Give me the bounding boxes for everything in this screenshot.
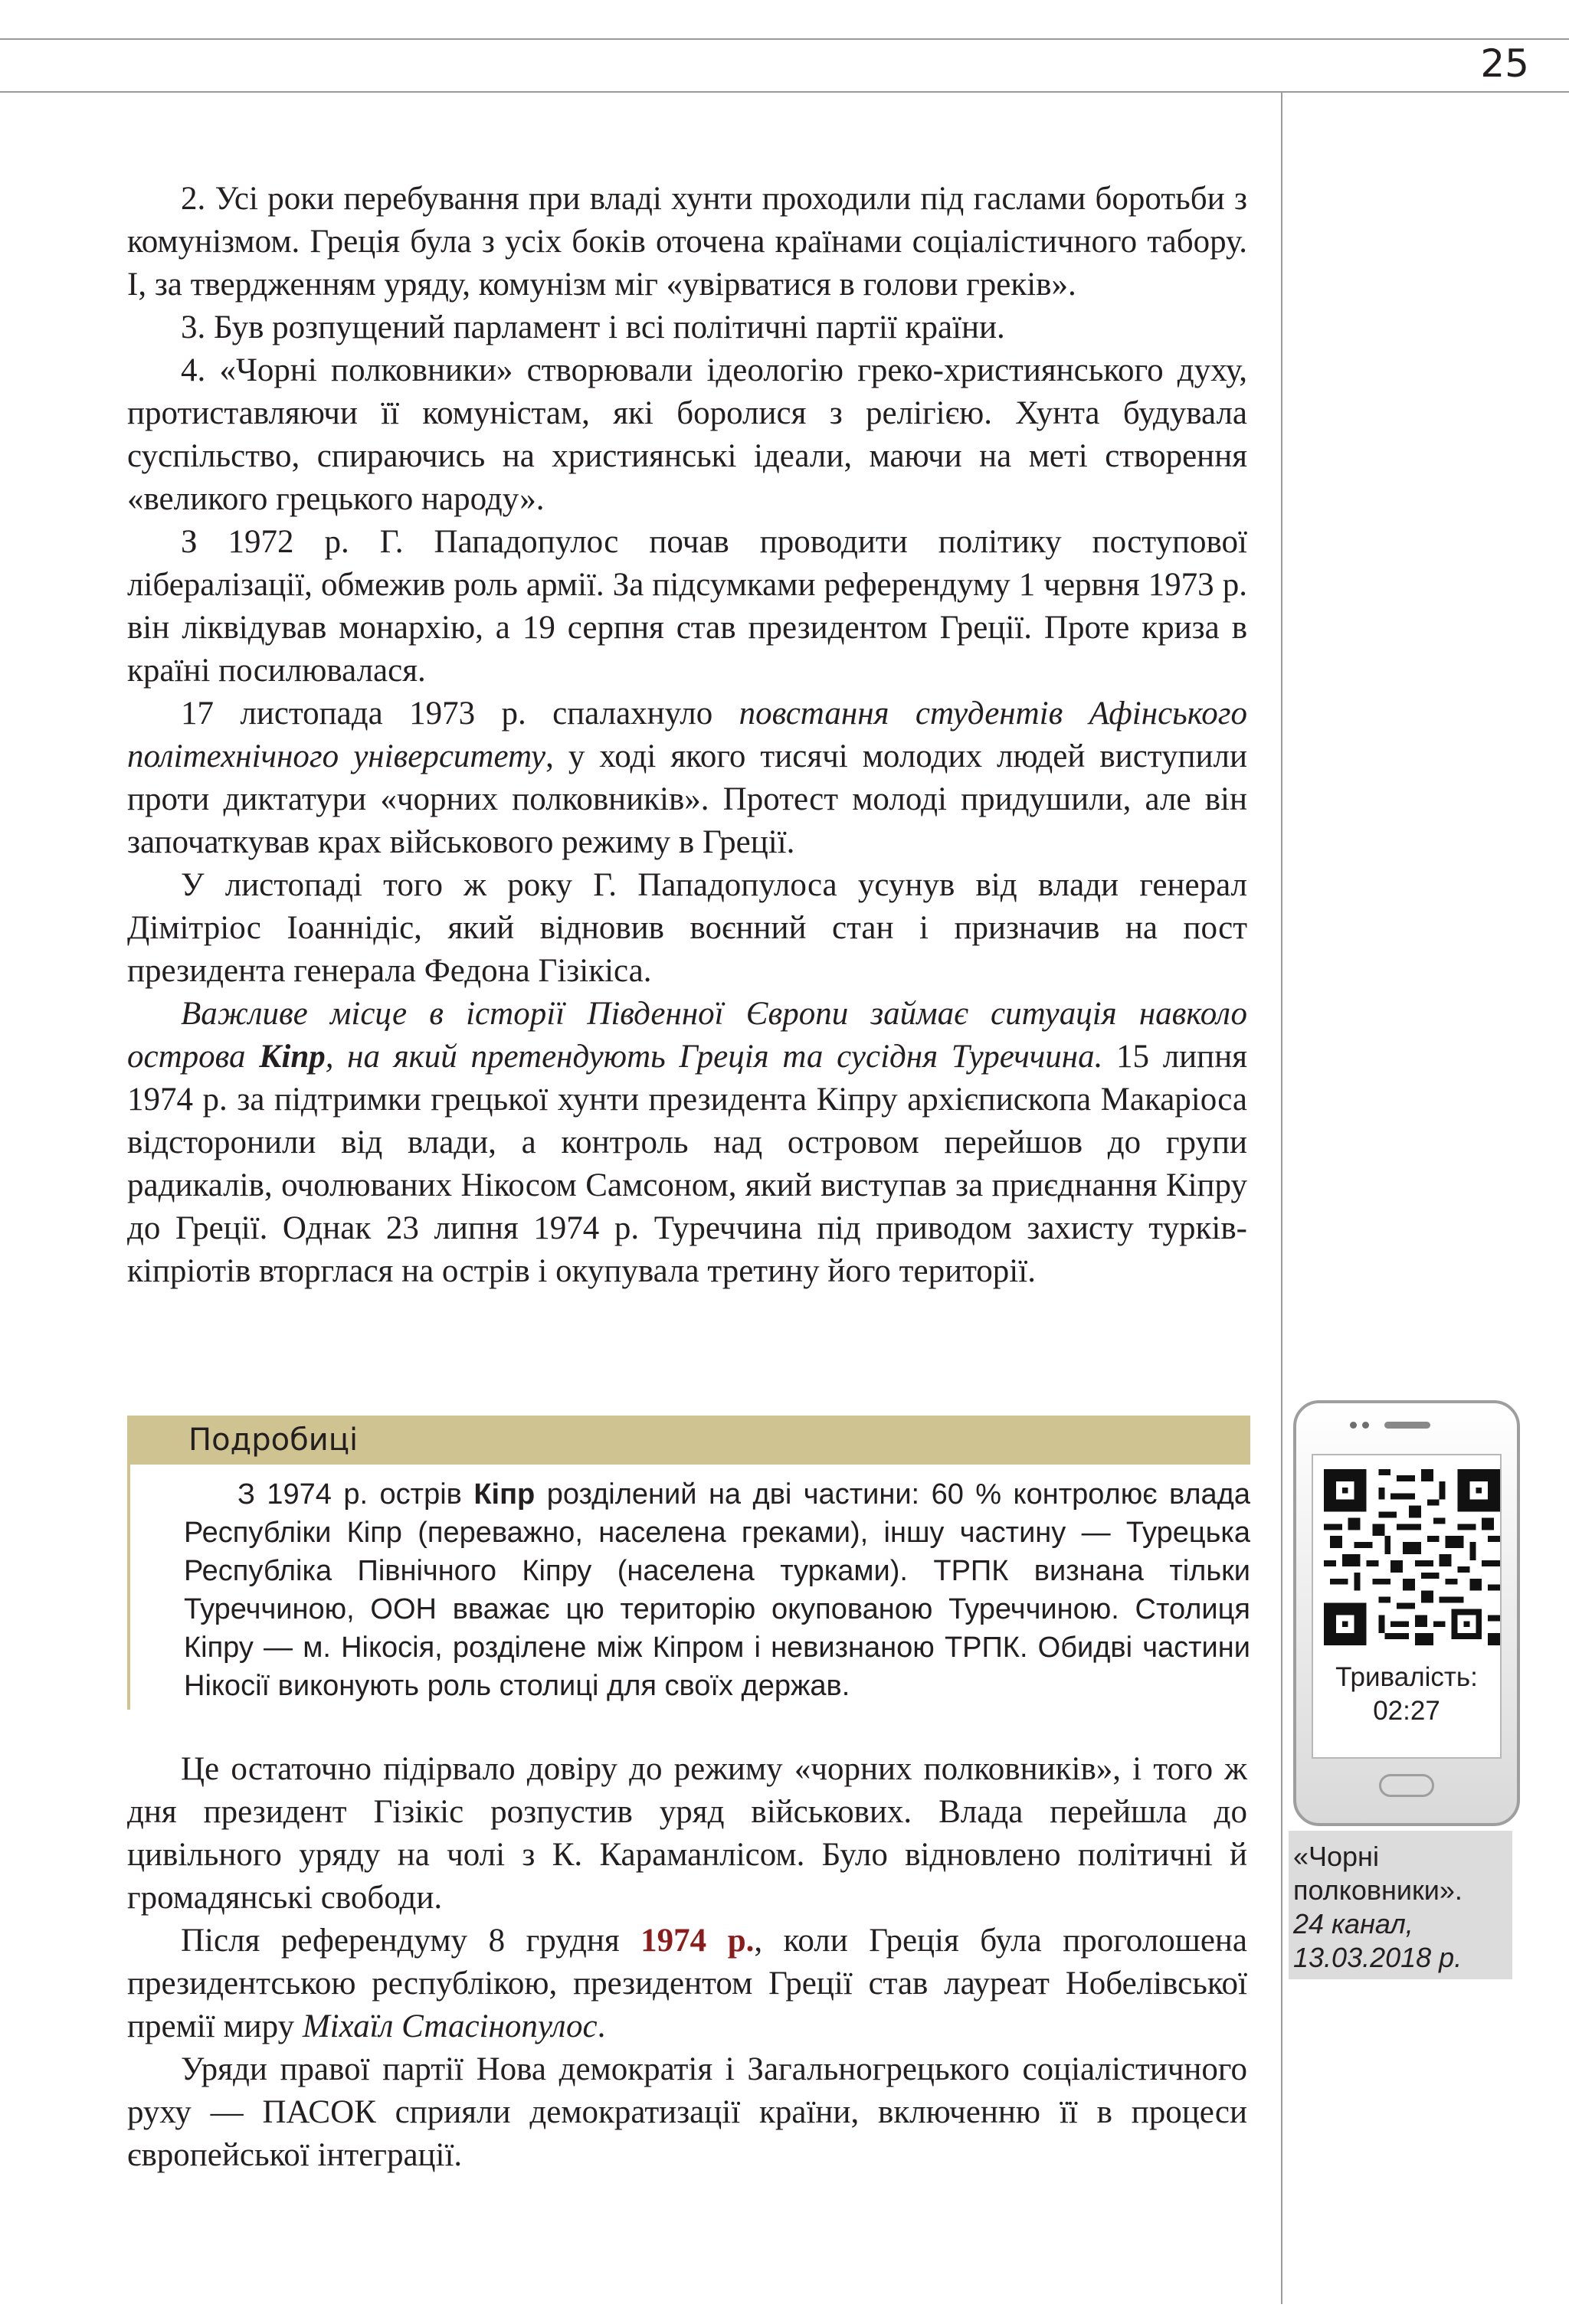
- key-term: Кіпр: [259, 1039, 326, 1075]
- emphasis-text: Важливе місце в історії Південної Європи займає ситуація навколо острова: [127, 996, 1247, 1075]
- phone-screen: [1312, 1454, 1502, 1759]
- paragraph: Уряди правої партії Нова демократія і Загальногрецького соціалістичного руху — ПАСОК сприяли демократизації країни, включенню її в процеси європейської інтеграції.: [127, 2051, 1247, 2173]
- paragraph: 3. Був розпущений парламент і всі політичні партії країни.: [181, 309, 1005, 345]
- text-run: розділений на дві частини: 60 % контролює влада Республіки Кіпр (переважно, населена греками), іншу частину — Турецька Республіка Північного Кіпру (населена турками). ТРПК визнана тільки Туреччиною, ООН вважає цю територію окупованою Туреччиною. Столиця Кіпру — м. Нікосія, розділене між Кіпром і невизнаною ТРПК. Обидві частини Нікосії виконують роль столиці для своїх держав.: [184, 1478, 1250, 1702]
- details-title: Подробиці: [127, 1416, 1250, 1465]
- paragraph: З 1972 р. Г. Пападопулос почав проводити політику поступової лібералізації, обмежив роль армії. За підсумками референдуму 1 червня 1973 р. він ліквідував монархію, а 19 серпня став президентом Греції. Проте криза в країні посилювалася.: [127, 524, 1247, 689]
- phone-frame: [1293, 1400, 1520, 1826]
- paragraph: 4. «Чорні полковники» створювали ідеологію греко-християнського духу, протиставляючи її комуністам, які боролися з релігією. Хунта будувала суспільство, спираючись на християнські ідеали, маючи на меті створення «великого грецького народу».: [127, 352, 1247, 517]
- phone-top-bar: [1296, 1420, 1517, 1435]
- phone-sensor-dot: [1362, 1422, 1369, 1429]
- text-run: , у ході якого тисячі молодих людей виступили проти диктатури «чорних полковників». Протест молоді придушили, але він започаткував крах військового режиму в Греції.: [127, 738, 1248, 860]
- main-text: [127, 178, 1247, 1293]
- qr-code-icon[interactable]: [1324, 1469, 1500, 1645]
- person-name: Міхаїл Стасінопулос: [302, 2008, 598, 2044]
- text-run: .: [597, 2008, 606, 2044]
- header-rule: [0, 38, 1569, 40]
- key-term: Кіпр: [473, 1478, 536, 1511]
- video-caption: [1289, 1831, 1512, 1979]
- page-number: 25: [1480, 41, 1529, 86]
- text-run: , коли Греція була проголошена президентською республікою, президентом Греції став лауреат Нобелівської премії миру: [127, 1923, 1247, 2044]
- caption-source: 24 канал, 13.03.2018 р.: [1293, 1908, 1463, 1973]
- text-run: Після референдуму 8 грудня: [181, 1923, 641, 1959]
- header-underline: [0, 91, 1569, 93]
- paragraph: Це остаточно підірвало довіру до режиму «чорних полковників», і того ж дня президент Гізікіс розпустив уряд військових. Влада перейшла до цивільного уряду на чолі з К. Караманлісом. Було відновлено політичні й громадянські свободи.: [127, 1751, 1247, 1916]
- details-box: [127, 1416, 1250, 1710]
- details-body: [127, 1465, 1250, 1710]
- phone-home-button: [1379, 1774, 1434, 1797]
- paragraph: У листопаді того ж року Г. Пападопулоса усунув від влади генерал Дімітріос Іоаннідіс, який відновив воєнний стан і призначив на пост президента генерала Федона Гізікіса.: [127, 867, 1247, 989]
- paragraph: 2. Усі роки перебування при владі хунти проходили під гаслами боротьби з комунізмом. Греція була з усіх боків оточена країнами соціалістичного табору. І, за твердженням уряду, комунізм міг «увірватися в голови греків».: [127, 181, 1247, 303]
- margin-divider: [1281, 93, 1282, 2304]
- details-paragraph: [184, 1475, 1250, 1705]
- main-text-continued: [127, 1748, 1247, 2177]
- caption-title: «Чорні полковники».: [1293, 1841, 1463, 1906]
- emphasis-text: повстання студентів Афінського політехнічного університету: [127, 696, 1247, 774]
- phone-speaker: [1384, 1422, 1430, 1429]
- text-run: 17 листопада 1973 р. спалахнуло: [181, 696, 739, 732]
- highlight-date: 1974 р.: [640, 1923, 755, 1959]
- phone-camera-dot: [1350, 1422, 1357, 1429]
- duration-time: 02:27: [1373, 1696, 1440, 1726]
- emphasis-text: , на який претендують Греція та сусідня Туреччина.: [325, 1039, 1103, 1075]
- duration-label: Тривалість:: [1335, 1662, 1478, 1692]
- paragraph: [127, 692, 1247, 864]
- text-run: 15 липня 1974 р. за підтримки грецької хунти президента Кіпру архієпископа Макаріоса відсторонили від влади, а контроль над островом перейшов до групи радикалів, очолюваних Нікосом Самсоном, який виступав за приєднання Кіпру до Греції. Однак 23 липня 1974 р. Туреччина під приводом захисту турків-кіпріотів вторглася на острів і окупувала третину його території.: [127, 1039, 1247, 1289]
- text-run: З 1974 р. острів: [237, 1478, 474, 1511]
- paragraph: [127, 993, 1247, 1293]
- paragraph: [127, 1920, 1247, 2048]
